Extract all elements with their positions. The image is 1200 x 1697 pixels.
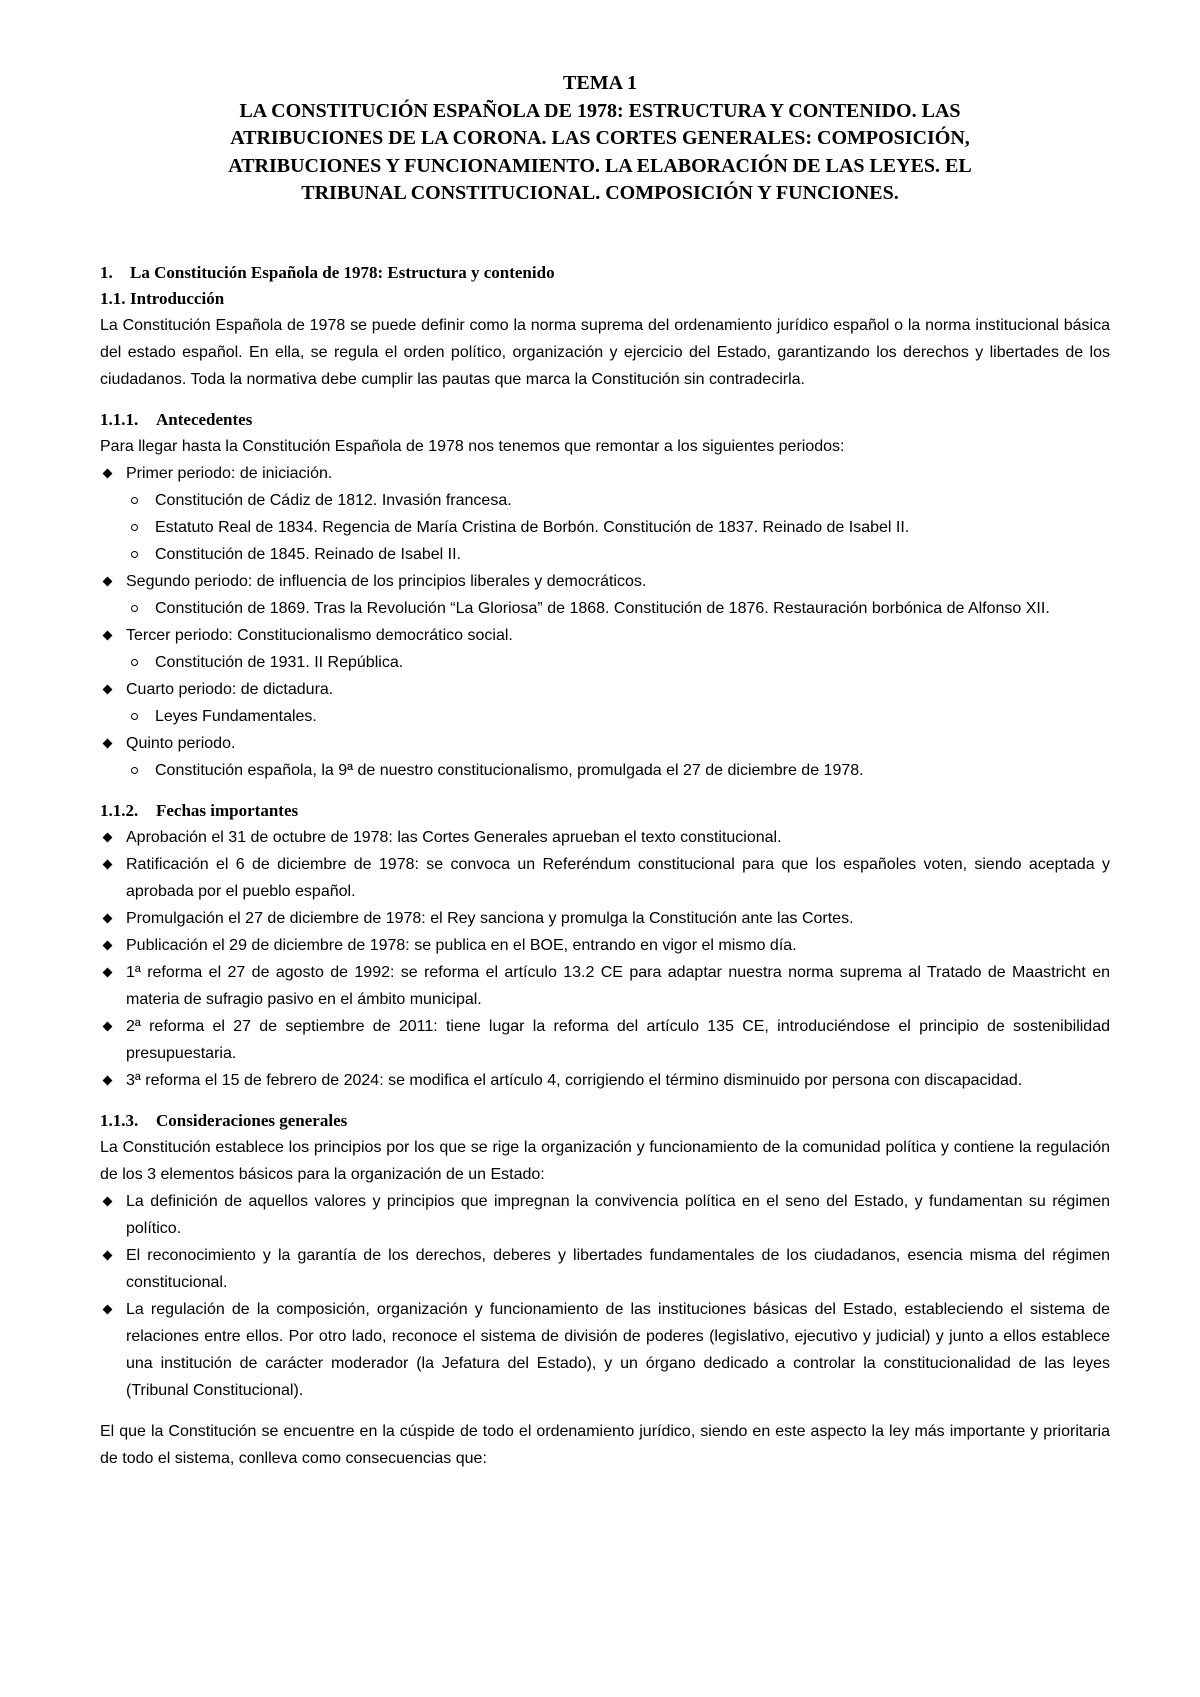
heading-number: 1.1.3. xyxy=(100,1111,139,1130)
spacer xyxy=(100,784,1110,798)
list-item: Primer periodo: de iniciación. xyxy=(100,460,1110,487)
elements-list xyxy=(100,1188,1110,1404)
list-item: El reconocimiento y la garantía de los derechos, deberes y libertades fundamentales de los ciudadanos, esencia misma del régimen constitucional. xyxy=(100,1242,1110,1296)
document-body xyxy=(100,260,1110,1472)
antecedentes-intro: Para llegar hasta la Constitución Española de 1978 nos tenemos que remontar a los siguientes periodos: xyxy=(100,438,845,455)
list-item: Promulgación el 27 de diciembre de 1978: el Rey sanciona y promulga la Constitución ante las Cortes. xyxy=(100,905,1110,932)
periods-list xyxy=(100,460,1110,784)
heading-text: Introducción xyxy=(130,289,225,308)
heading-consideraciones xyxy=(100,1108,1110,1134)
list-item: Tercer periodo: Constitucionalismo democrático social. xyxy=(100,622,1110,649)
spacer xyxy=(100,1404,1110,1418)
heading-number: 1. xyxy=(100,263,113,282)
intro-paragraph: La Constitución Española de 1978 se puede definir como la norma suprema del ordenamiento jurídico español o la norma institucional básica del estado español. En ella, se regula el orden político, organización y ejercicio del Estado, garantizando los derechos y libertades de los ciudadanos. Toda la normativa debe cumplir las pautas que marca la Constitución sin contradecirla. xyxy=(100,317,1110,388)
sub-list-item: Constitución española, la 9ª de nuestro constitucionalismo, promulgada el 27 de diciembre de 1978. xyxy=(100,757,1110,784)
heading-fechas xyxy=(100,798,1110,824)
heading-section-1 xyxy=(100,260,1110,286)
list-item: Ratificación el 6 de diciembre de 1978: se convoca un Referéndum constitucional para que los españoles voten, siendo aceptada y aprobada por el pueblo español. xyxy=(100,851,1110,905)
heading-antecedentes xyxy=(100,407,1110,433)
sub-list-item: Constitución de 1869. Tras la Revolución “La Gloriosa” de 1868. Constitución de 1876. Restauración borbónica de Alfonso XII. xyxy=(100,595,1110,622)
closing-paragraph: El que la Constitución se encuentre en la cúspide de todo el ordenamiento jurídico, siendo en este aspecto la ley más importante y prioritaria de todo el sistema, conlleva como consecuencias que: xyxy=(100,1423,1110,1467)
list-item: Cuarto periodo: de dictadura. xyxy=(100,676,1110,703)
sub-list-item: Constitución de 1931. II República. xyxy=(100,649,1110,676)
list-item: La definición de aquellos valores y principios que impregnan la convivencia política en el seno del Estado, y fundamentan su régimen político. xyxy=(100,1188,1110,1242)
title-line-2: LA CONSTITUCIÓN ESPAÑOLA DE 1978: ESTRUCTURA Y CONTENIDO. LAS xyxy=(239,99,961,122)
document-title xyxy=(100,70,1100,208)
title-line-1: TEMA 1 xyxy=(563,72,637,94)
heading-number: 1.1. xyxy=(100,289,126,308)
heading-section-1-1 xyxy=(100,286,1110,312)
list-item: Publicación el 29 de diciembre de 1978: se publica en el BOE, entrando en vigor el mismo día. xyxy=(100,932,1110,959)
list-item: Quinto periodo. xyxy=(100,730,1110,757)
heading-text: Antecedentes xyxy=(156,410,253,429)
heading-text: Fechas importantes xyxy=(156,801,299,820)
list-item: Aprobación el 31 de octubre de 1978: las Cortes Generales aprueban el texto constitucional. xyxy=(100,824,1110,851)
list-item: 2ª reforma el 27 de septiembre de 2011: tiene lugar la reforma del artículo 135 CE, introduciéndose el principio de sostenibilidad presupuestaria. xyxy=(100,1013,1110,1067)
spacer xyxy=(100,1094,1110,1108)
title-line-3: ATRIBUCIONES DE LA CORONA. LAS CORTES GENERALES: COMPOSICIÓN, xyxy=(230,127,970,149)
sub-list-item: Constitución de 1845. Reinado de Isabel II. xyxy=(100,541,1110,568)
sub-list-item: Leyes Fundamentales. xyxy=(100,703,1110,730)
dates-list xyxy=(100,824,1110,1094)
heading-text: Consideraciones generales xyxy=(156,1111,348,1130)
sub-list-item: Constitución de Cádiz de 1812. Invasión francesa. xyxy=(100,487,1110,514)
heading-number: 1.1.1. xyxy=(100,410,139,429)
list-item: Segundo periodo: de influencia de los principios liberales y democráticos. xyxy=(100,568,1110,595)
list-item: La regulación de la composición, organización y funcionamiento de las instituciones básicas del Estado, estableciendo el sistema de relaciones entre ellos. Por otro lado, reconoce el sistema de división de poderes (legislativo, ejecutivo y judicial) y junto a ellos establece una institución de carácter moderador (la Jefatura del Estado), y un órgano dedicado a controlar la constitucionalidad de las leyes (Tribunal Constitucional). xyxy=(100,1296,1110,1404)
heading-number: 1.1.2. xyxy=(100,801,139,820)
title-line-5: TRIBUNAL CONSTITUCIONAL. COMPOSICIÓN Y FUNCIONES. xyxy=(301,182,899,204)
sub-list-item: Estatuto Real de 1834. Regencia de María Cristina de Borbón. Constitución de 1837. Reinado de Isabel II. xyxy=(100,514,1110,541)
heading-text: La Constitución Española de 1978: Estructura y contenido xyxy=(130,263,555,282)
consideraciones-intro: La Constitución establece los principios por los que se rige la organización y funcionamiento de la comunidad política y contiene la regulación de los 3 elementos básicos para la organización de un Estado: xyxy=(100,1139,1110,1183)
title-line-4: ATRIBUCIONES Y FUNCIONAMIENTO. LA ELABORACIÓN DE LAS LEYES. EL xyxy=(228,154,972,177)
spacer xyxy=(100,393,1110,407)
list-item: 3ª reforma el 15 de febrero de 2024: se modifica el artículo 4, corrigiendo el término disminuido por persona con discapacidad. xyxy=(100,1067,1110,1094)
list-item: 1ª reforma el 27 de agosto de 1992: se reforma el artículo 13.2 CE para adaptar nuestra norma suprema al Tratado de Maastricht en materia de sufragio pasivo en el ámbito municipal. xyxy=(100,959,1110,1013)
